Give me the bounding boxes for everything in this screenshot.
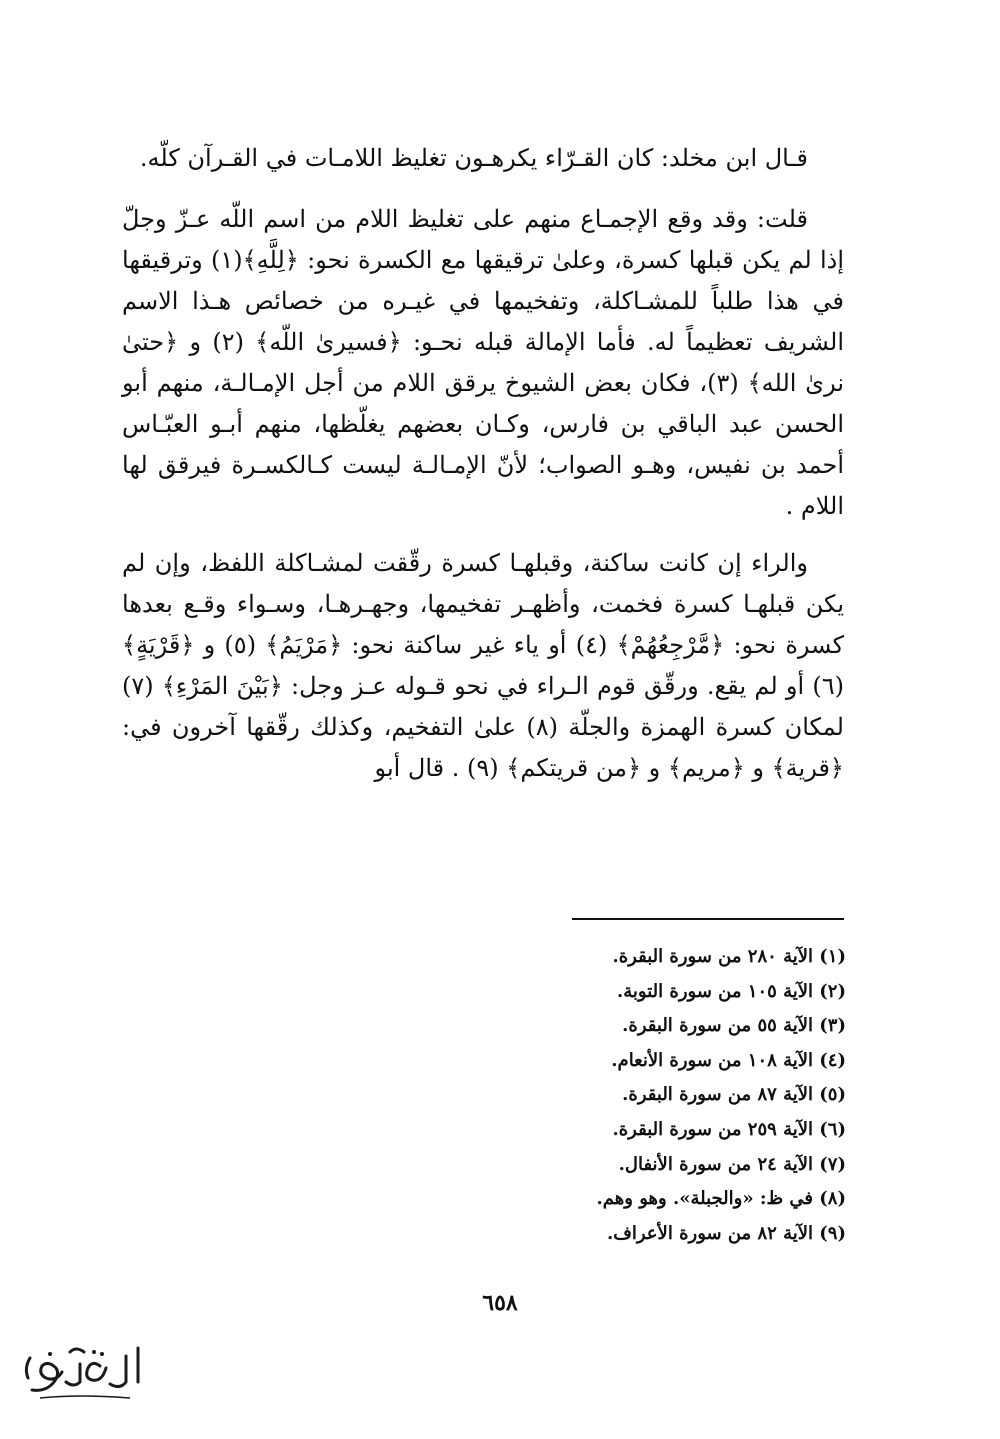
paragraph-1: قـال ابن مخلد: كان القـرّاء يكرهـون تغليظ اللامـات في القـرآن كلّه.: [139, 144, 808, 172]
main-text: [122, 138, 844, 805]
footnote-1: (١) الآية ٢٨٠ من سورة البقرة.: [612, 946, 846, 967]
paragraph-2: قلت: وقد وقع الإجمـاع منهم على تغليظ اللام من اسم اللّه عـزّ وجلّ إذا لم يكن قبلها كسرة، وعلىٰ ترقيقها مع الكسرة نحو: ﴿لِلَّهِ﴾(١) وترقيقها في هذا طلباً للمشـاكلة، وتفخيمها في غيـره من خصائص هـذا الاسم الشريف تعظيماً له. فأما الإمالة قبله نحـو: ﴿فسيرىٰ اللّه﴾ (٢) و ﴿حتىٰ نرىٰ الله﴾ (٣)، فكان بعض الشيوخ يرقق اللام من أجل الإمـالـة، منهم أبو الحسن عبد الباقي بن فارس، وكـان بعضهم يغلّظها، منهم أبـو العبّـاس أحمد بن نفيس، وهـو الصواب؛ لأنّ الإمـالـة ليست كـالكسـرة فيرقق لها اللام .: [122, 205, 845, 520]
footnote-7: (٧) الآية ٢٤ من سورة الأنفال.: [618, 1153, 846, 1175]
footnote-9: (٩) الآية ٨٢ من سورة الأعراف.: [606, 1222, 846, 1244]
footnote-8: (٨) في ظ: «والجبلة». وهو وهم.: [596, 1188, 846, 1210]
page-number: ٦٥٨: [482, 1290, 518, 1316]
footnote-separator: [572, 918, 844, 920]
footnote-5: (٥) الآية ٨٧ من سورة البقرة.: [622, 1084, 846, 1106]
footnote-3: (٣) الآية ٥٥ من سورة البقرة.: [622, 1015, 846, 1037]
calligraphy-logo-icon: [10, 1338, 150, 1410]
footnote-6: (٦) الآية ٢٥٩ من سورة البقرة.: [612, 1118, 846, 1140]
footnote-4: (٤) الآية ١٠٨ من سورة الأنعام.: [611, 1049, 846, 1071]
paragraph-3: والراء إن كانت ساكنة، وقبلهـا كسرة رقّقت لمشـاكلة اللفظ، وإن لم يكن قبلهـا كسرة فخمت، وأظهـر تفخيمها، وجهـرهـا، وسـواء وقـع بعدها كسرة نحو: ﴿مَّرْجِعُهُمْ﴾ (٤) أو ياء غير ساكنة نحو: ﴿مَرْيَمُ﴾ (٥) و ﴿قَرْيَةٍ﴾ (٦) أو لم يقع. ورقّق قوم الـراء في نحو قـوله عـز وجل: ﴿بَيْنَ المَرْءِ﴾ (٧) لمكان كسرة الهمزة والجلّة (٨) علىٰ التفخيم، وكذلك رقّقها آخرون في: ﴿قرية﴾ و ﴿مريم﴾ و ﴿من قريتكم﴾ (٩) . قال أبو: [122, 549, 844, 782]
footnote-2: (٢) الآية ١٠٥ من سورة التوبة.: [617, 980, 846, 1002]
footnotes: [300, 940, 846, 1251]
